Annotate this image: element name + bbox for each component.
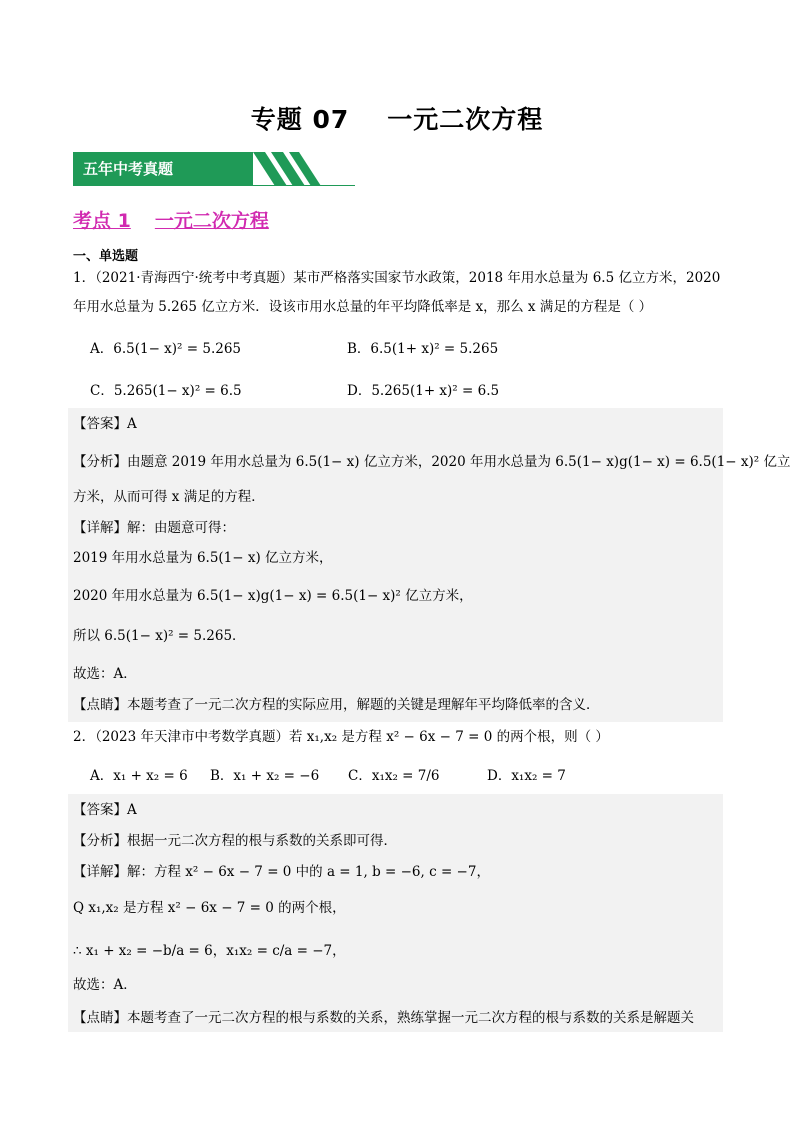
q1-option-d: D．5.265(1+ x)² = 6.5 [347,383,500,399]
q2-stem: 2．（2023 年天津市中考数学真题）若 x₁,x₂ 是方程 x² − 6x − 7 = 0 的两个根，则（ ） [73,729,609,745]
q2-comment: 【点睛】本题考查了一元二次方程的根与系数的关系，熟练掌握一元二次方程的根与系数的关系是解题关 [73,1010,694,1026]
q1-choose: 故选：A． [73,666,137,682]
section-banner [73,152,355,186]
topic-name: 一元二次方程 [154,210,269,232]
q1-option-a: A．6.5(1− x)² = 5.265 [90,341,242,357]
topic-heading [73,206,269,233]
q1-answer: 【答案】A [73,416,137,432]
q1-analysis-line2: 方米，从而可得 x 满足的方程． [73,489,265,505]
q2-choose: 故选：A． [73,977,137,993]
q2-answer: 【答案】A [73,802,137,818]
q1-detail-1: 2019 年用水总量为 6.5(1− x) 亿立方米， [73,550,333,566]
topic-number: 考点 1 [73,210,131,232]
q2-option-a: A．x₁ + x₂ = 6 [90,768,188,784]
title-prefix: 专题 07 [250,105,350,134]
banner-label: 五年中考真题 [83,160,174,178]
q1-option-c: C．5.265(1− x)² = 6.5 [90,383,242,399]
q2-detail-2: ∴ x₁ + x₂ = −b/a = 6，x₁x₂ = c/a = −7， [73,943,346,959]
q1-detail-3: 所以 6.5(1− x)² = 5.265． [73,628,246,644]
q1-option-b: B．6.5(1+ x)² = 5.265 [347,341,499,357]
q1-detail-2: 2020 年用水总量为 6.5(1− x)g(1− x) = 6.5(1− x)² 亿立方米， [73,588,473,604]
section-label: 一、单选题 [73,249,139,264]
q2-option-b: B．x₁ + x₂ = −6 [210,768,320,784]
q2-detail-head: 【详解】解：方程 x² − 6x − 7 = 0 中的 a = 1, b = −6, c = −7， [73,864,490,880]
q1-detail-head: 【详解】解：由题意可得： [73,520,235,536]
q1-analysis-line1: 【分析】由题意 2019 年用水总量为 6.5(1− x) 亿立方米，2020 年用水总量为 6.5(1− x)g(1− x) = 6.5(1− x)² 亿立 [73,454,791,470]
q1-stem-line1: 1．（2021·青海西宁·统考中考真题）某市严格落实国家节水政策，2018 年用水总量为 6.5 亿立方米，2020 [73,270,721,286]
q2-option-d: D．x₁x₂ = 7 [487,768,566,784]
q1-comment: 【点睛】本题考查了一元二次方程的实际应用，解题的关键是理解年平均降低率的含义． [73,697,600,713]
page-title [0,100,794,136]
q2-detail-1: Q x₁,x₂ 是方程 x² − 6x − 7 = 0 的两个根， [73,900,346,916]
title-main: 一元二次方程 [387,105,544,134]
q2-analysis: 【分析】根据一元二次方程的根与系数的关系即可得． [73,833,397,849]
q1-stem-line2: 年用水总量为 5.265 亿立方米．设该市用水总量的年平均降低率是 x，那么 x 满足的方程是（ ） [73,299,653,315]
q2-option-c: C．x₁x₂ = 7/6 [348,768,440,784]
